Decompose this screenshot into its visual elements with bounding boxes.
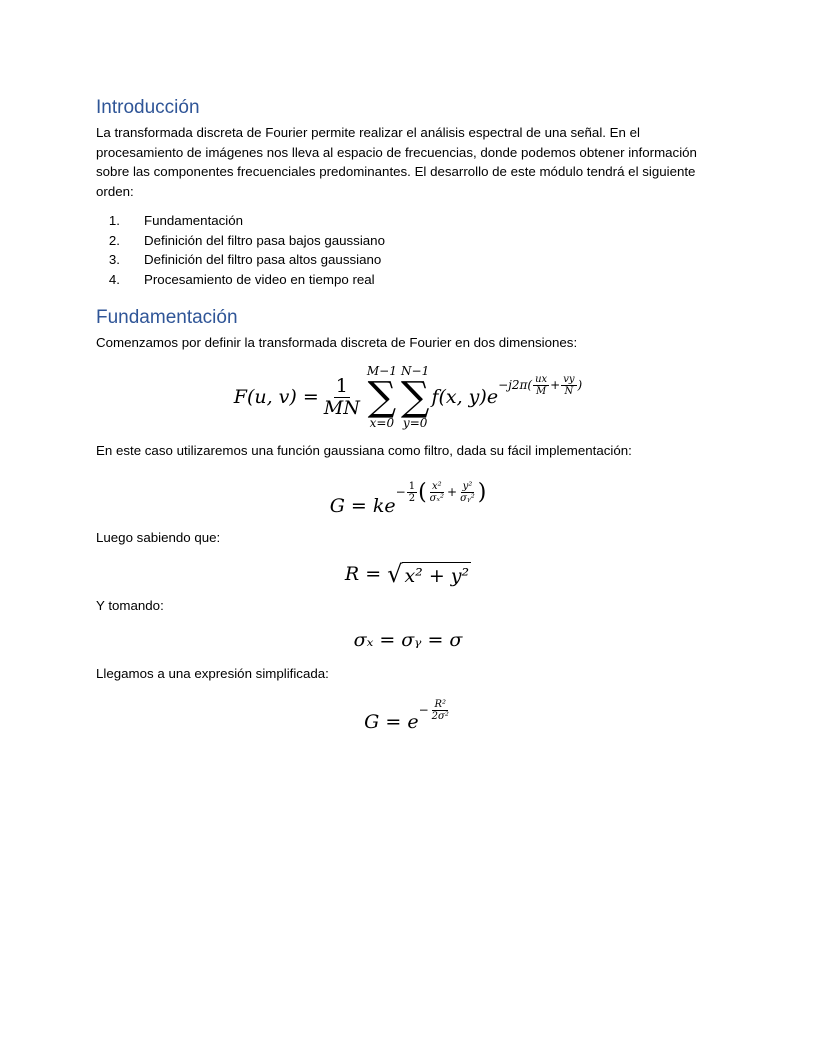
sum-symbol: ∑ bbox=[367, 374, 397, 420]
denominator: N bbox=[564, 385, 574, 397]
exponent bbox=[396, 480, 487, 505]
eq-lhs: G = e bbox=[364, 711, 419, 733]
text-y-tomando: Y tomando: bbox=[96, 598, 164, 613]
sum-lower: x=0 bbox=[369, 416, 395, 430]
text-gauss-intro: En este caso utilizaremos una función gaussiana como filtro, dada su fácil implementación: bbox=[96, 443, 632, 458]
list-label: Definición del filtro pasa altos gaussiano bbox=[144, 252, 382, 268]
paragraph-line: La transformada discreta de Fourier permite realizar el análisis espectral de una señal. En el bbox=[96, 125, 640, 140]
list-label: Fundamentación bbox=[144, 213, 244, 228]
denominator: M bbox=[535, 385, 547, 397]
plus: + bbox=[550, 378, 561, 392]
equation-sigma bbox=[0, 626, 816, 654]
exp-prefix: −j2π( bbox=[498, 378, 533, 392]
outline-list bbox=[96, 211, 726, 289]
sum-lower: y=0 bbox=[402, 416, 428, 430]
numerator: 1 bbox=[335, 374, 348, 397]
square-root bbox=[387, 559, 471, 588]
sum-upper: N−1 bbox=[401, 364, 430, 378]
heading-introduccion: Introducción bbox=[96, 97, 200, 118]
minus: − bbox=[395, 485, 406, 499]
exponent bbox=[498, 374, 582, 397]
radical-sign: √ bbox=[387, 559, 403, 588]
text-dft-intro: Comenzamos por definir la transformada discreta de Fourier en dos dimensiones: bbox=[96, 335, 578, 350]
minus: − bbox=[418, 703, 429, 717]
list-label: Definición del filtro pasa bajos gaussiano bbox=[144, 232, 385, 248]
fraction bbox=[533, 374, 549, 397]
list-label: Procesamiento de video en tiempo real bbox=[144, 271, 375, 287]
exponent bbox=[419, 699, 452, 722]
paren: ) bbox=[477, 479, 487, 505]
equation-radius bbox=[0, 558, 816, 590]
text-luego: Luego sabiendo que: bbox=[96, 530, 221, 545]
paragraph-line: orden: bbox=[96, 183, 134, 199]
eq-lhs: R = bbox=[344, 563, 382, 585]
radicand: x² + y² bbox=[402, 562, 471, 587]
list-item bbox=[96, 211, 726, 231]
denominator: σᵧ² bbox=[460, 492, 475, 504]
list-item bbox=[96, 231, 726, 251]
denominator: 2σ² bbox=[431, 710, 449, 722]
paren: ( bbox=[418, 479, 427, 505]
fraction bbox=[561, 374, 576, 397]
numerator: R² bbox=[434, 698, 447, 710]
numerator: 1 bbox=[408, 480, 416, 492]
eq-lhs: G = ke bbox=[329, 495, 396, 517]
fraction bbox=[458, 481, 477, 504]
eq-text: σₓ = σᵧ = σ bbox=[353, 629, 463, 651]
fraction bbox=[407, 481, 417, 504]
summation bbox=[367, 365, 397, 429]
plus: + bbox=[447, 485, 458, 499]
numerator: x² bbox=[432, 480, 442, 492]
intro-paragraph bbox=[96, 123, 726, 201]
numerator: vy bbox=[563, 373, 575, 385]
eq-body: f(x, y)e bbox=[431, 386, 499, 408]
denominator: MN bbox=[323, 396, 360, 419]
numerator: ux bbox=[535, 373, 548, 385]
list-number: 4. bbox=[108, 271, 120, 287]
heading-fundamentacion: Fundamentación bbox=[96, 307, 238, 328]
paragraph-line: procesamiento de imágenes nos lleva al espacio de frecuencias, donde podemos obtener información bbox=[96, 144, 697, 160]
fraction bbox=[322, 376, 362, 419]
fraction bbox=[430, 699, 451, 722]
summation bbox=[401, 365, 430, 429]
list-item bbox=[96, 250, 726, 270]
list-item bbox=[96, 270, 726, 290]
sum-upper: M−1 bbox=[366, 364, 397, 378]
paragraph-line: sobre las componentes frecuenciales predominantes. El desarrollo de este módulo tendrá el siguiente bbox=[96, 164, 696, 180]
denominator: σₓ² bbox=[429, 492, 445, 504]
equation-gaussian bbox=[0, 472, 816, 520]
text-llegamos: Llegamos a una expresión simplificada: bbox=[96, 666, 329, 681]
denominator: 2 bbox=[408, 492, 416, 504]
list-number: 1. bbox=[108, 213, 120, 228]
list-number: 3. bbox=[108, 252, 120, 268]
eq-lhs: F(u, v) = bbox=[233, 386, 319, 408]
exp-suffix: ) bbox=[577, 378, 583, 392]
sum-symbol: ∑ bbox=[400, 374, 430, 420]
numerator: y² bbox=[462, 480, 473, 492]
list-number: 2. bbox=[108, 232, 120, 248]
equation-dft bbox=[0, 362, 816, 432]
equation-simplified bbox=[0, 694, 816, 734]
fraction bbox=[428, 481, 446, 504]
